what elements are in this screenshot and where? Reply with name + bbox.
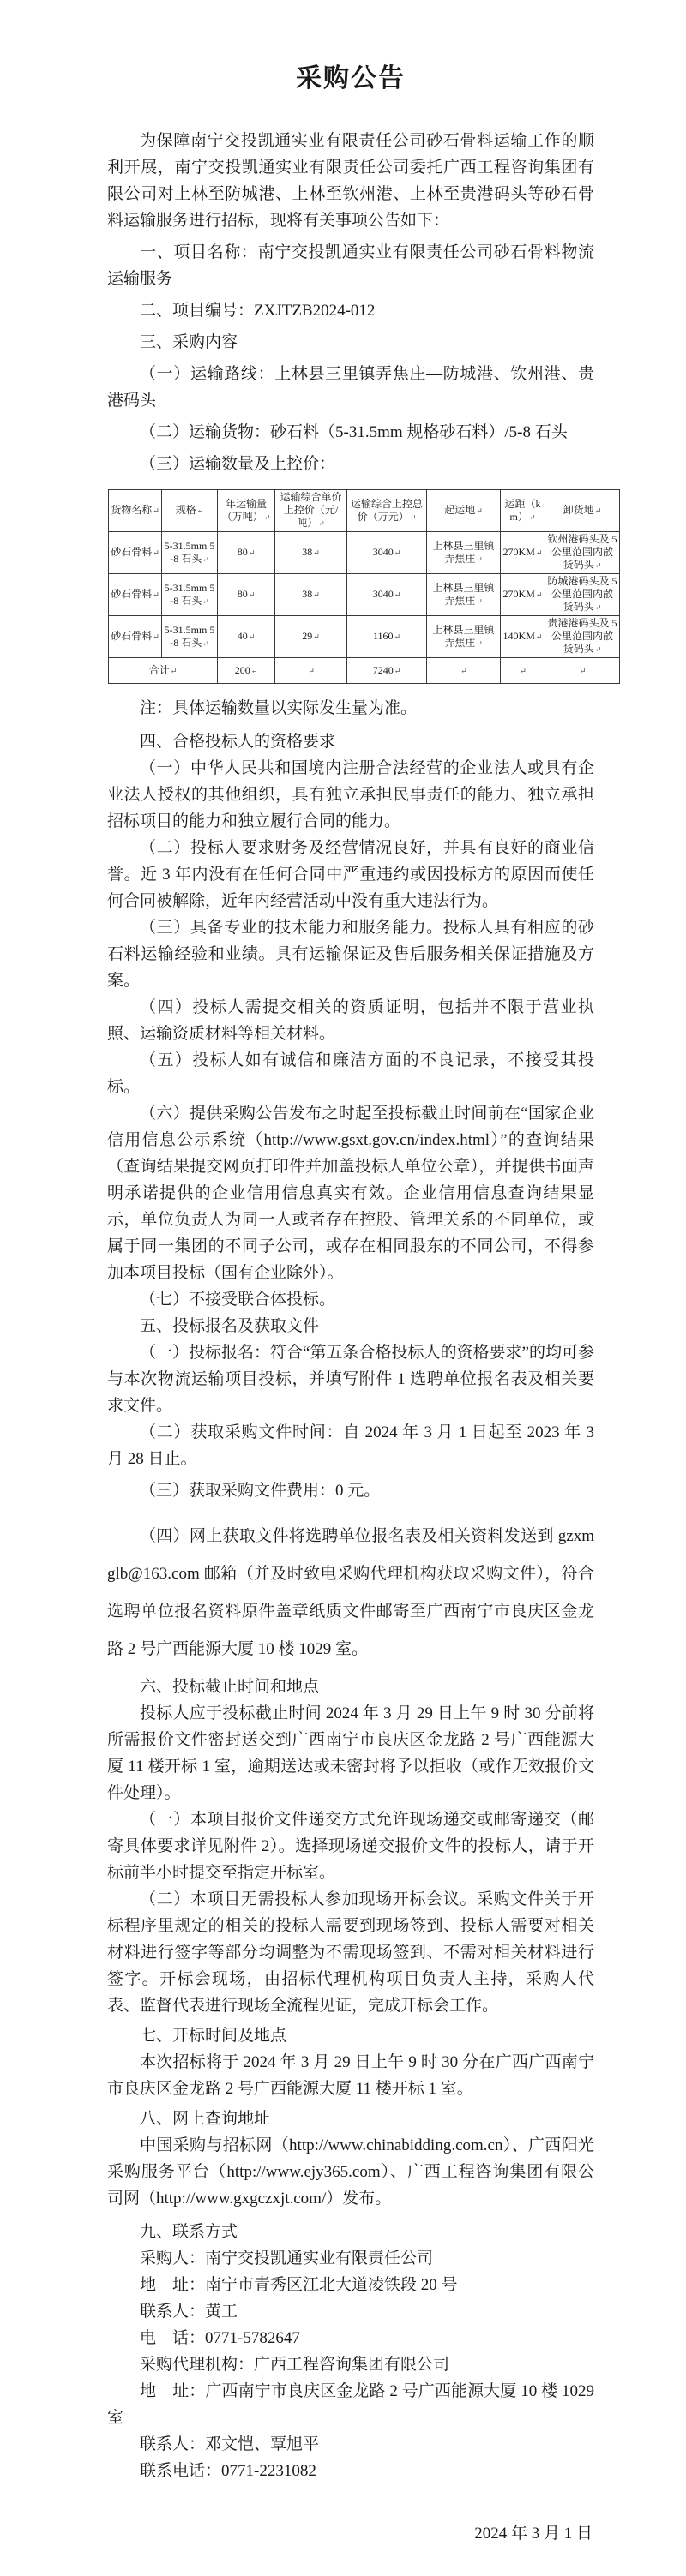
- agency-contact: 联系人：邓文恺、覃旭平: [140, 2435, 320, 2453]
- purchaser-name: 采购人：南宁交投凯通实业有限责任公司: [140, 2250, 434, 2267]
- submission-item-2: （二）本项目无需投标人参加现场开标会议。采购文件关于开标程序里规定的相关的投标人需要到现场签到、投标人需要对相关材料进行签字等部分均调整为不需现场签到、不需对相关材料进行签字。开标会现场，由招标代理机构项目负责人主持，采购人代表、监督代表进行现场全流程见证，完成开标会工作。: [107, 1890, 594, 2015]
- registration-item-1: （一）投标报名：符合“第五条合格投标人的资格要求”的均可参与本次物流运输项目投标，并填写附件 1 选聘单位报名表及相关要求文件。: [107, 1344, 594, 1415]
- transport-price-table: [108, 489, 620, 684]
- col-distance: 运距（km） ↵: [501, 490, 545, 532]
- section-2-project-number: 二、项目编号：ZXJTZB2024-012: [140, 302, 376, 320]
- document-date: 2024 年 3 月 1 日: [474, 2525, 593, 2543]
- section-9-heading: 九、联系方式: [140, 2223, 238, 2241]
- section-6-heading: 六、投标截止时间和地点: [140, 1678, 320, 1696]
- table-row: 砂石骨料 ↵ 5-31.5mm 5-8 石头 ↵ 80 ↵ 38 ↵ 3040 ↵ 上林县三里镇弄焦庄 ↵ 270KM ↵ 防城港码头及 5 公里范围内散货码头 ↵: [109, 574, 620, 616]
- agency-phone: 联系电话：0771-2231082: [140, 2462, 316, 2480]
- qualification-item-1: （一）中华人民共和国境内注册合法经营的企业法人或具有企业法人授权的其他组织，具有独立承担民事责任的能力、独立承担招标项目的能力和独立履行合同的能力。: [107, 759, 594, 830]
- section-1-project-name: 一、项目名称：南宁交投凯通实业有限责任公司砂石骨料物流运输服务: [107, 243, 594, 288]
- section-8-heading: 八、网上查询地址: [140, 2110, 271, 2128]
- qualification-item-6: （六）提供采购公告发布之时起至投标截止时间前在“国家企业信用信息公示系统（http://www.gsxt.gov.cn/index.html）”的查询结果（查询结果提交网页打印件并加盖投标人单位公章），并提供书面声明承诺提供的企业信用信息真实有效。企业信用信息查询结果显示，单位负责人为同一人或者存在控股、管理关系的不同单位，或属于同一集团的不同子公司，或存在相同股东的不同公司，不得参加本项目投标（国有企业除外）。: [107, 1105, 594, 1282]
- online-query-paragraph: 中国采购与招标网（http://www.chinabidding.com.cn）、广西阳光采购服务平台（http://www.ejy365.com）、广西工程咨询集团有限公司网（http://www.gxgczxjt.com/）发布。: [107, 2136, 594, 2208]
- col-goods-name: 货物名称 ↵: [109, 490, 162, 532]
- table-row: 砂石骨料 ↵ 5-31.5mm 5-8 石头 ↵ 40 ↵ 29 ↵ 1160 ↵ 上林县三里镇弄焦庄 ↵ 140KM ↵ 贵港港码头及 5 公里范围内散货码头 ↵: [109, 616, 620, 658]
- col-total-price-cap: 运输综合上控总价（万元） ↵: [347, 490, 427, 532]
- section-3-heading: 三、采购内容: [140, 333, 238, 351]
- purchaser-phone: 电 话：0771-5782647: [140, 2329, 300, 2347]
- col-destination: 卸货地 ↵: [545, 490, 620, 532]
- qualification-item-4: （四）投标人需提交相关的资质证明，包括并不限于营业执照、运输资质材料等相关材料。: [107, 998, 594, 1043]
- section-5-heading: 五、投标报名及获取文件: [140, 1317, 320, 1335]
- qualification-item-5: （五）投标人如有诚信和廉洁方面的不良记录，不接受其投标。: [107, 1051, 594, 1096]
- table-note: 注：具体运输数量以实际发生量为准。: [140, 699, 418, 717]
- col-spec: 规格 ↵: [162, 490, 218, 532]
- col-origin: 起运地 ↵: [427, 490, 501, 532]
- opening-time-paragraph: 本次招标将于 2024 年 3 月 29 日上午 9 时 30 分在广西广西南宁市良庆区金龙路 2 号广西能源大厦 11 楼开标 1 室。: [107, 2053, 594, 2098]
- registration-item-4: （四）网上获取文件将选聘单位报名表及相关资料发送到 gzxmglb@163.com 邮箱（并及时致电采购代理机构获取采购文件），符合选聘单位报名资料原件盖章纸质文件邮寄至广西南宁市良庆区金龙路 2 号广西能源大厦 10 楼 1029 室。: [107, 1527, 594, 1658]
- total-label-cell: 合计 ↵: [109, 658, 218, 684]
- transport-goods-paragraph: （二）运输货物：砂石料（5-31.5mm 规格砂石料）/5-8 石头: [140, 423, 568, 441]
- submission-item-1: （一）本项目报价文件递交方式允许现场递交或邮寄递交（邮寄具体要求详见附件 2）。选择现场递交报价文件的投标人，请于开标前半小时提交至指定开标室。: [107, 1811, 594, 1882]
- table-total-row: 合计 ↵ 200 ↵ ↵ 7240 ↵ ↵ ↵ ↵: [109, 658, 620, 684]
- registration-item-2: （二）获取采购文件时间：自 2024 年 3 月 1 日起至 2023 年 3 月 28 日止。: [107, 1423, 594, 1468]
- purchaser-address: 地 址：南宁市青秀区江北大道凌铁段 20 号: [140, 2276, 458, 2294]
- intro-paragraph: 为保障南宁交投凯通实业有限责任公司砂石骨料运输工作的顺利开展，南宁交投凯通实业有限责任公司委托广西工程咨询集团有限公司对上林至防城港、上林至钦州港、上林至贵港码头等砂石骨料运输服务进行招标，现将有关事项公告如下：: [107, 132, 594, 230]
- qualification-item-7: （七）不接受联合体投标。: [140, 1291, 336, 1309]
- registration-item-3: （三）获取采购文件费用：0 元。: [140, 1482, 381, 1500]
- col-unit-price-cap: 运输综合单价上控价（元/吨） ↵: [275, 490, 347, 532]
- agency-name: 采购代理机构：广西工程咨询集团有限公司: [140, 2356, 450, 2374]
- transport-quantity-paragraph: （三）运输数量及上控价：: [140, 455, 336, 473]
- col-annual-volume: 年运输量（万吨） ↵: [218, 490, 275, 532]
- deadline-paragraph: 投标人应于投标截止时间 2024 年 3 月 29 日上午 9 时 30 分前将所需报价文件密封送交到广西南宁市良庆区金龙路 2 号广西能源大厦 11 楼开标 1 室，逾期送达或未密封将予以拒收（或作无效报价文件处理）。: [107, 1704, 594, 1802]
- transport-route-paragraph: （一）运输路线：上林县三里镇弄焦庄—防城港、钦州港、贵港码头: [107, 365, 594, 410]
- document-title: 采购公告: [296, 64, 406, 93]
- table-header-row: [109, 490, 620, 532]
- purchaser-contact: 联系人：黄工: [140, 2303, 238, 2321]
- section-7-heading: 七、开标时间及地点: [140, 2027, 287, 2045]
- qualification-item-2: （二）投标人要求财务及经营情况良好，并具有良好的商业信誉。近 3 年内没有在任何合同中严重违约或因投标方的原因而使任何合同被解除，近年内经营活动中没有重大违法行为。: [107, 839, 594, 910]
- table-row: 砂石骨料 ↵ 5-31.5mm 5-8 石头 ↵ 80 ↵ 38 ↵ 3040 ↵ 上林县三里镇弄焦庄 ↵ 270KM ↵ 钦州港码头及 5 公里范围内散货码头 ↵: [109, 532, 620, 574]
- section-4-heading: 四、合格投标人的资格要求: [140, 733, 336, 751]
- agency-address: 地 址：广西南宁市良庆区金龙路 2 号广西能源大厦 10 楼 1029 室: [107, 2382, 594, 2427]
- qualification-item-3: （三）具备专业的技术能力和服务能力。投标人具有相应的砂石料运输经验和业绩。具有运输保证及售后服务相关保证措施及方案。: [107, 919, 594, 990]
